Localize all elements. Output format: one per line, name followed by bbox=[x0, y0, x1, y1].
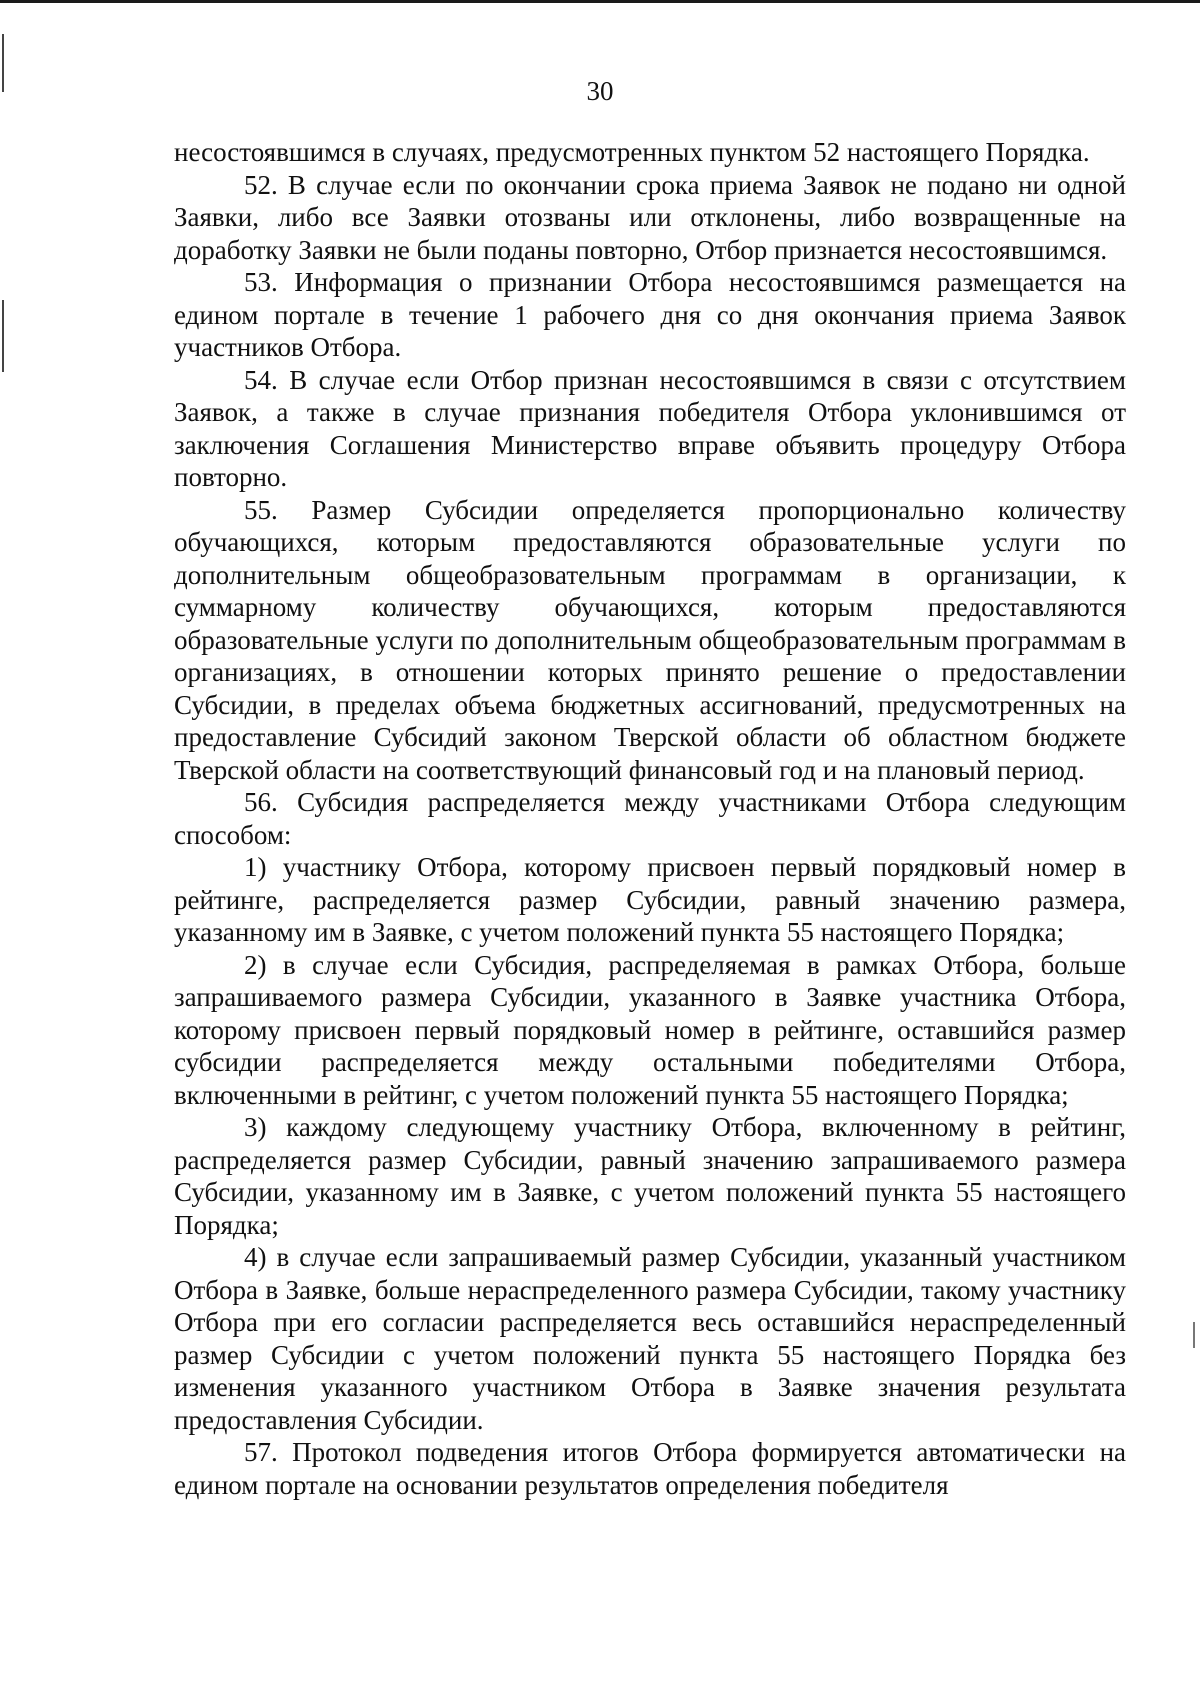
paragraph-56-item-4: 4) в случае если запрашиваемый размер Субсидии, указанный участником Отбора в Заявке, больше нераспределенного размера Субсидии, такому участнику Отбора при его согласии распределяется весь оставшийся нераспределенный размер Субсидии с учетом положений пункта 55 настоящего Порядка без изменения указанного участником Отбора в Заявке значения результата предоставления Субсидии. bbox=[174, 1242, 1126, 1435]
paragraph-57: 57. Протокол подведения итогов Отбора формируется автоматически на едином портале на основании результатов определения победителя bbox=[174, 1437, 1126, 1500]
paragraph-56-item-3: 3) каждому следующему участнику Отбора, включенному в рейтинг, распределяется размер Субсидии, равный значению запрашиваемого размера Субсидии, указанному им в Заявке, с учетом положений пункта 55 настоящего Порядка; bbox=[174, 1112, 1126, 1240]
paragraph-55: 55. Размер Субсидии определяется пропорционально количеству обучающихся, которым предоставляются образовательные услуги по дополнительным общеобразовательным программам в организации, к суммарному количеству обучающихся, которым предоставляются образовательные услуги по дополнительным общеобразовательным программам в организациях, в отношении которых принято решение о предоставлении Субсидии, в пределах объема бюджетных ассигнований, предусмотренных на предоставление Субсидий законом Тверской области об областном бюджете Тверской области на соответствующий финансовый год и на плановый период. bbox=[174, 494, 1126, 785]
scan-left-mark bbox=[2, 300, 4, 372]
scan-top-edge bbox=[0, 0, 1200, 3]
paragraph-53: 53. Информация о признании Отбора несостоявшимся размещается на едином портале в течение 1 рабочего дня со дня окончания приема Заявок участников Отбора. bbox=[174, 267, 1126, 362]
paragraph-continuation: несостоявшимся в случаях, предусмотренных пунктом 52 настоящего Порядка. bbox=[174, 137, 1090, 167]
paragraph-56: 56. Субсидия распределяется между участниками Отбора следующим способом: bbox=[174, 787, 1126, 850]
paragraph-56-item-1: 1) участнику Отбора, которому присвоен первый порядковый номер в рейтинге, распределяется размер Субсидии, равный значению размера, указанному им в Заявке, с учетом положений пункта 55 настоящего Порядка; bbox=[174, 852, 1126, 947]
document-body bbox=[174, 136, 1126, 1501]
paragraph-52: 52. В случае если по окончании срока приема Заявок не подано ни одной Заявки, либо все Заявки отозваны или отклонены, либо возвращенные на доработку Заявки не были поданы повторно, Отбор признается несостоявшимся. bbox=[174, 169, 1126, 265]
page-number: 30 bbox=[586, 76, 614, 106]
scan-right-mark bbox=[1193, 1322, 1195, 1348]
paragraph-54: 54. В случае если Отбор признан несостоявшимся в связи с отсутствием Заявок, а также в случае признания победителя Отбора уклонившимся от заключения Соглашения Министерство вправе объявить процедуру Отбора повторно. bbox=[174, 364, 1126, 492]
paragraph-56-item-2: 2) в случае если Субсидия, распределяемая в рамках Отбора, больше запрашиваемого размера Субсидии, указанного в Заявке участника Отбора, которому присвоен первый порядковый номер в рейтинге, оставшийся размер субсидии распределяется между остальными победителями Отбора, включенными в рейтинг, с учетом положений пункта 55 настоящего Порядка; bbox=[174, 949, 1126, 1110]
